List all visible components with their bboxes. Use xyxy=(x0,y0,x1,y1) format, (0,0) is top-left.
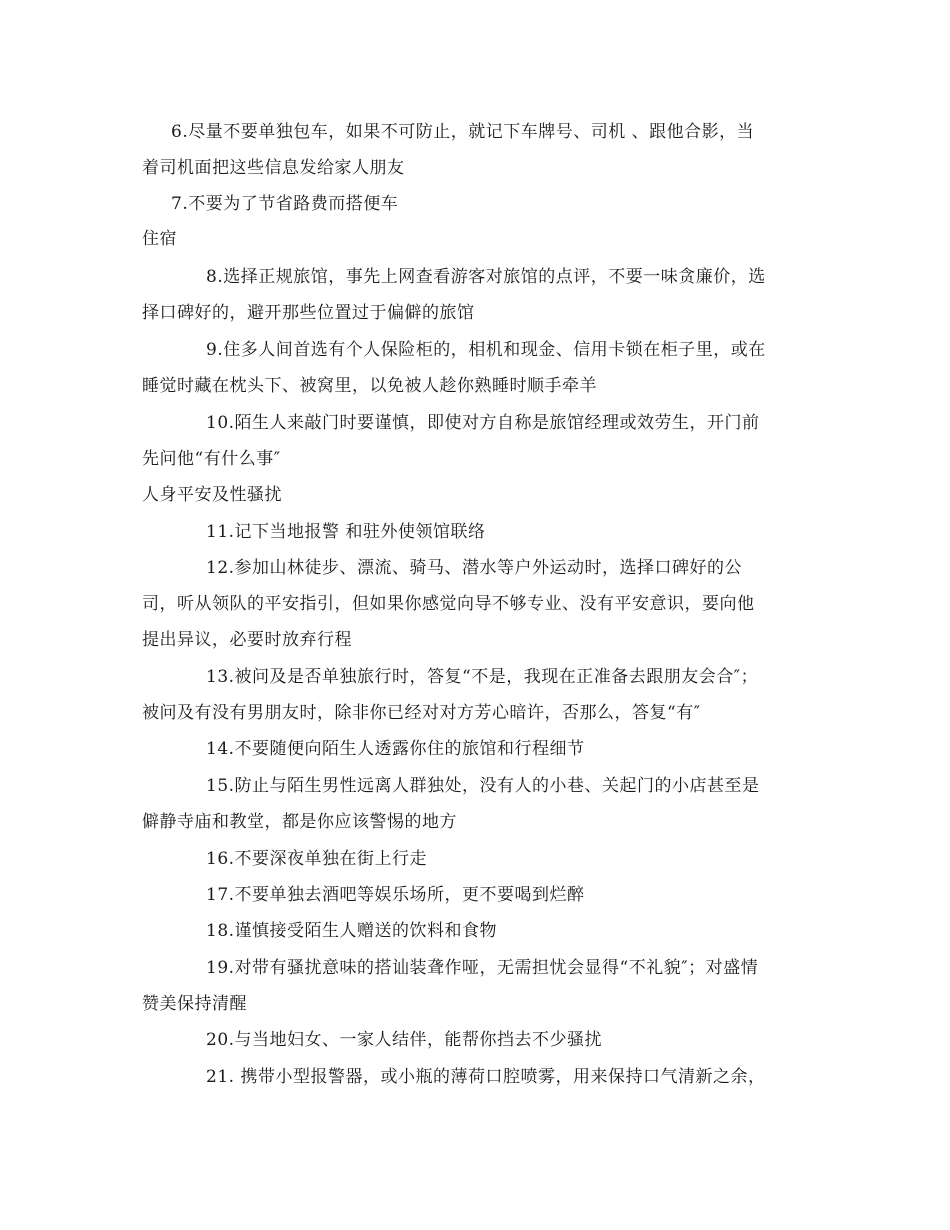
text-line: 13.被问及是否单独旅行时，答复“不是，我现在正准备去跟朋友会合″； xyxy=(206,667,759,687)
text-line: 20.与当地妇女、一家人结伴，能帮你挡去不少骚扰 xyxy=(206,1030,603,1050)
text-line: 6.尽量不要单独包车，如果不可防止，就记下车牌号、司机 、跟他合影，当 xyxy=(171,122,755,142)
text-line: 司，听从领队的平安指引，但如果你感觉向导不够专业、没有平安意识，要向他 xyxy=(142,594,755,614)
text-line: 12.参加山林徒步、漂流、骑马、潜水等户外运动时，选择口碑好的公 xyxy=(206,558,743,578)
text-line: 21. 携带小型报警器，或小瓶的薄荷口腔喷雾，用来保持口气清新之余， xyxy=(206,1067,766,1087)
text-line: 被问及有没有男朋友时，除非你已经对对方芳心暗许，否那么，答复“有″ xyxy=(142,703,701,723)
text-line: 14.不要随便向陌生人透露你住的旅馆和行程细节 xyxy=(206,739,585,759)
text-line: 择口碑好的，避开那些位置过于偏僻的旅馆 xyxy=(142,303,475,323)
text-line: 17.不要单独去酒吧等娱乐场所，更不要喝到烂醉 xyxy=(206,885,585,905)
text-line: 先问他“有什么事″ xyxy=(142,449,281,469)
text-line: 16.不要深夜单独在街上行走 xyxy=(206,849,428,869)
text-line: 19.对带有骚扰意味的搭讪装聋作哑，无需担忧会显得“不礼貌″；对盛情 xyxy=(206,958,759,978)
text-line: 10.陌生人来敲门时要谨慎，即使对方自称是旅馆经理或效劳生，开门前 xyxy=(206,413,760,433)
text-line: 15.防止与陌生男性远离人群独处，没有人的小巷、关起门的小店甚至是 xyxy=(206,776,760,796)
text-line: 赞美保持清醒 xyxy=(142,994,247,1014)
section-heading: 住宿 xyxy=(142,229,177,249)
text-line: 8.选择正规旅馆，事先上网查看游客对旅馆的点评，不要一味贪廉价，选 xyxy=(206,267,766,287)
text-line: 11.记下当地报警 和驻外使领馆联络 xyxy=(206,522,486,542)
text-line: 着司机面把这些信息发给家人朋友 xyxy=(142,158,405,178)
text-line: 18.谨慎接受陌生人赠送的饮料和食物 xyxy=(206,921,498,941)
text-line: 僻静寺庙和教堂，都是你应该警惕的地方 xyxy=(142,812,457,832)
text-line: 7.不要为了节省路费而搭便车 xyxy=(171,194,399,214)
text-line: 睡觉时藏在枕头下、被窝里，以免被人趁你熟睡时顺手牵羊 xyxy=(142,376,597,396)
text-line: 9.住多人间首选有个人保险柜的，相机和现金、信用卡锁在柜子里，或在 xyxy=(206,340,766,360)
section-heading: 人身平安及性骚扰 xyxy=(142,485,282,505)
text-line: 提出异议，必要时放弃行程 xyxy=(142,630,352,650)
